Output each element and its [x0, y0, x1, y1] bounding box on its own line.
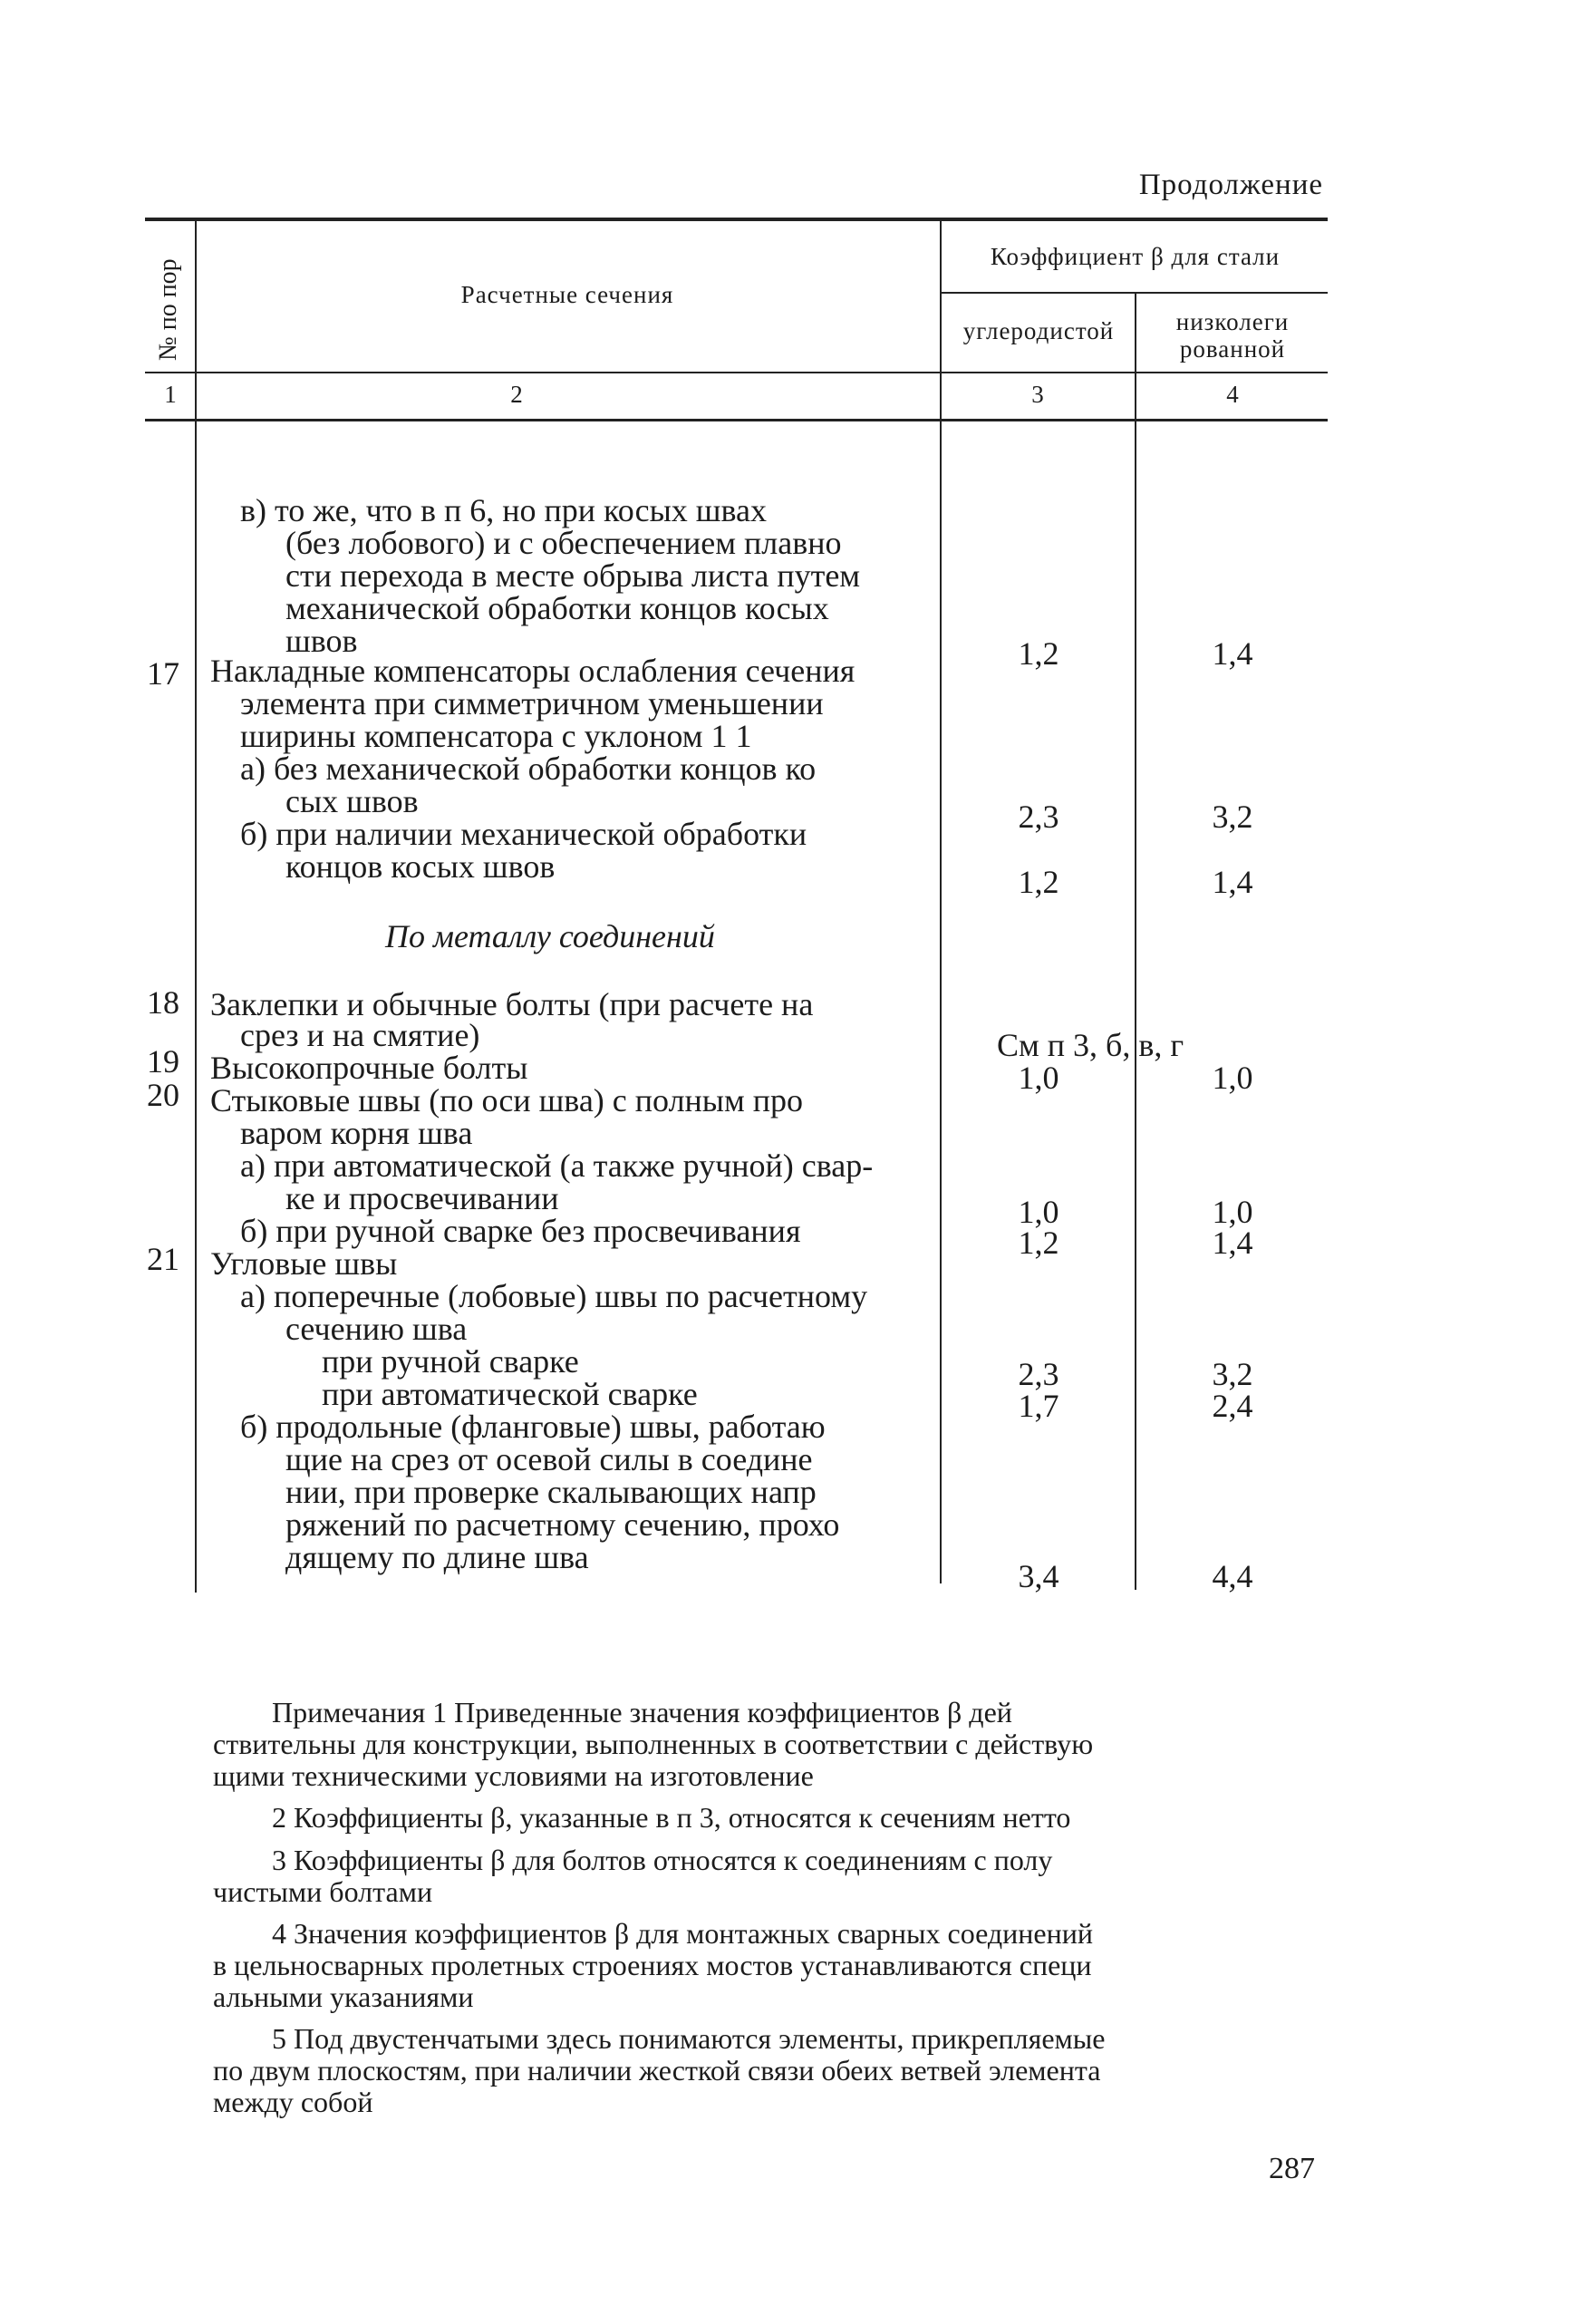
row-17-line3: ширины компенсатора с уклоном 1 1 — [240, 718, 752, 754]
row-20-line2: варом корня шва — [240, 1115, 473, 1151]
row-v-line3: сти перехода в месте обрыва листа путем — [285, 557, 861, 594]
note-3-line1: 3 Коэффициенты β для болтов относятся к соединениям с полу — [272, 1844, 1053, 1876]
header-rule — [145, 372, 1328, 373]
row-v-line5: швов — [285, 623, 358, 659]
section-heading: По металлу соединений — [385, 918, 715, 954]
note-1-line2: ствительны для конструкции, выполненных в соответствии с действую — [213, 1728, 1094, 1760]
row-20b-c4: 1,4 — [1212, 1225, 1253, 1261]
row-21-line4: при ручной сварке — [322, 1343, 579, 1380]
row-21a2-c4: 2,4 — [1212, 1388, 1253, 1424]
row-v-c3: 1,2 — [1018, 635, 1059, 672]
row-20b-c3: 1,2 — [1018, 1225, 1059, 1261]
row-20a-c3: 1,0 — [1018, 1194, 1059, 1230]
row-17b-c4: 1,4 — [1212, 864, 1253, 900]
row-17-line2: элемента при симметричном уменьшении — [240, 685, 824, 721]
row-18-value: См п 3, б, в, г — [997, 1027, 1184, 1063]
colnum-3: 3 — [1031, 381, 1044, 408]
col-divider-2 — [940, 219, 942, 1583]
row-17-line1: Накладные компенсаторы ослабления сечения — [210, 653, 856, 689]
header-col4-line2: рованной — [1179, 335, 1286, 363]
row-21-line7: щие на срез от осевой силы в соедине — [285, 1441, 813, 1477]
row-17a-c4: 3,2 — [1212, 799, 1253, 835]
row-20-line4: ке и просвечивании — [285, 1180, 559, 1216]
row-17b-c3: 1,2 — [1018, 864, 1059, 900]
col-divider-3 — [1135, 292, 1136, 1590]
header-col3: углеродистой — [962, 317, 1115, 344]
row-21-line6: б) продольные (фланговые) швы, работаю — [240, 1409, 826, 1445]
row-21-line9: ряжений по расчетному сечению, прохо — [285, 1506, 840, 1543]
note-1-line3: щими техническими условиями на изготовление — [213, 1759, 814, 1792]
row-21a2-c3: 1,7 — [1018, 1388, 1059, 1424]
row-v-c4: 1,4 — [1212, 635, 1253, 672]
page-number: 287 — [1269, 2152, 1315, 2185]
note-4-line3: альными указаниями — [213, 1980, 474, 2013]
note-3-line2: чистыми болтами — [213, 1875, 433, 1908]
row-v-line1: в) то же, что в п 6, но при косых швах — [240, 492, 767, 528]
note-5-line2: по двум плоскостям, при наличии жесткой связи обеих ветвей элемента — [213, 2054, 1101, 2087]
row-21-line2: а) поперечные (лобовые) швы по расчетному — [240, 1278, 868, 1314]
table-top-rule — [145, 218, 1328, 221]
row-21a1-c4: 3,2 — [1212, 1356, 1253, 1392]
coef-group-rule — [940, 292, 1328, 294]
note-1-line1: Примечания 1 Приведенные значения коэффициентов β дей — [272, 1696, 1012, 1728]
row-v-line4: механической обработки концов косых — [285, 590, 829, 626]
row-18-line2: срез и на смятие) — [240, 1017, 480, 1053]
colnum-2: 2 — [510, 381, 523, 408]
row-21b-c3: 3,4 — [1018, 1558, 1059, 1594]
row-17-line4: а) без механической обработки концов ко — [240, 750, 817, 787]
row-17a-c3: 2,3 — [1018, 799, 1059, 835]
header-coef-group: Коэффициент β для стали — [990, 243, 1281, 270]
row-21-num: 21 — [147, 1241, 179, 1277]
row-19-c3: 1,0 — [1018, 1060, 1059, 1096]
continuation-label: Продолжение — [1138, 169, 1323, 201]
row-21-line8: нии, при проверке скалывающих напр — [285, 1474, 817, 1510]
row-21-line3: сечению шва — [285, 1311, 468, 1347]
row-v-line2: (без лобового) и с обеспечением плавно — [285, 525, 842, 561]
row-17-line7: концов косых швов — [285, 848, 556, 885]
colnum-4: 4 — [1226, 381, 1239, 408]
note-5-line1: 5 Под двустенчатыми здесь понимаются элементы, прикрепляемые — [272, 2022, 1106, 2055]
row-19-text: Высокопрочные болты — [210, 1050, 528, 1086]
header-col4 — [1137, 308, 1328, 363]
row-20-num: 20 — [147, 1077, 179, 1113]
col-divider-1 — [195, 219, 197, 1593]
note-4-line1: 4 Значения коэффициентов β для монтажных сварных соединений — [272, 1917, 1093, 1950]
note-2: 2 Коэффициенты β, указанные в п 3, относятся к сечениям нетто — [272, 1801, 1071, 1834]
note-5-line3: между собой — [213, 2086, 373, 2118]
row-20a-c4: 1,0 — [1212, 1194, 1253, 1230]
header-col4-line1: низколеги — [1175, 308, 1290, 335]
row-18-num: 18 — [147, 984, 179, 1021]
row-17-line5: сых швов — [285, 783, 419, 819]
row-20-line3: а) при автоматической (а также ручной) свар- — [240, 1147, 874, 1184]
row-20-line5: б) при ручной сварке без просвечивания — [240, 1213, 801, 1249]
row-21-line5: при автоматической сварке — [322, 1376, 698, 1412]
row-21-line1: Угловые швы — [210, 1245, 398, 1282]
row-21-line10: дящему по длине шва — [285, 1539, 589, 1575]
numbers-rule — [145, 419, 1328, 421]
row-21b-c4: 4,4 — [1212, 1558, 1253, 1594]
row-21a1-c3: 2,3 — [1018, 1356, 1059, 1392]
row-18-line1: Заклепки и обычные болты (при расчете на — [210, 986, 814, 1022]
colnum-1: 1 — [164, 381, 177, 408]
row-17-num: 17 — [147, 655, 179, 692]
row-17-line6: б) при наличии механической обработки — [240, 816, 807, 852]
header-col2: Расчетные сечения — [460, 281, 674, 308]
header-col1: № по пор — [154, 258, 182, 361]
row-20-line1: Стыковые швы (по оси шва) с полным про — [210, 1082, 804, 1118]
note-4-line2: в цельносварных пролетных строениях мостов устанавливаются специ — [213, 1949, 1092, 1981]
row-19-c4: 1,0 — [1212, 1060, 1253, 1096]
row-19-num: 19 — [147, 1043, 179, 1080]
